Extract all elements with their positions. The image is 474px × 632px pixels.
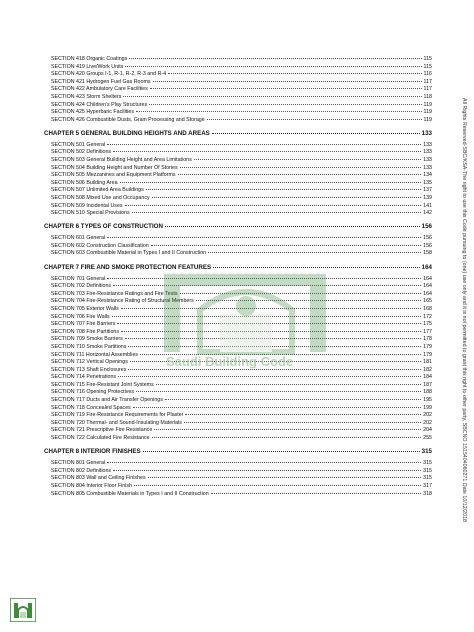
toc-section-row[interactable] <box>44 102 432 110</box>
toc-section-row[interactable] <box>44 195 432 203</box>
dot-leader <box>149 104 421 105</box>
section-title: SECTION 802 Definitions <box>51 467 112 474</box>
section-title: SECTION 422 Ambulatory Care Facilities <box>51 86 148 93</box>
toc-chapter-row[interactable] <box>44 130 432 138</box>
dot-leader <box>180 167 422 168</box>
toc-section-row[interactable] <box>44 64 432 72</box>
dot-leader <box>125 66 421 67</box>
dot-leader <box>213 267 420 268</box>
section-title: SECTION 702 Definitions <box>51 283 112 290</box>
page-number: 119 <box>423 109 432 116</box>
toc-section-row[interactable] <box>44 298 432 306</box>
toc-section-row[interactable] <box>44 460 432 468</box>
page-number: 255 <box>423 435 432 442</box>
dot-leader <box>178 174 422 175</box>
toc-chapter-row[interactable] <box>44 448 432 456</box>
section-title: SECTION 804 Interior Floor Finish <box>51 482 132 489</box>
dot-leader <box>151 245 421 246</box>
dot-leader <box>113 285 421 286</box>
dot-leader <box>148 477 422 478</box>
saudi-building-code-logo-icon <box>10 598 36 622</box>
toc-section-row[interactable] <box>44 397 432 405</box>
page-number: 137 <box>423 187 432 194</box>
page-number: 175 <box>423 321 432 328</box>
section-title: SECTION 801 General <box>51 460 106 467</box>
page-number: 119 <box>423 116 432 123</box>
section-title: SECTION 716 Opening Protectives <box>51 389 135 396</box>
dot-leader <box>146 189 421 190</box>
toc-chapter-row[interactable] <box>44 223 432 231</box>
section-title: SECTION 712 Vertical Openings <box>51 359 128 366</box>
toc-section-row[interactable] <box>44 405 432 413</box>
page-number: 133 <box>421 129 432 137</box>
page-number: 179 <box>423 351 432 358</box>
section-title: SECTION 720 Thermal- and Sound-Insulating Materials <box>51 419 182 426</box>
page-number: 158 <box>423 250 432 257</box>
toc-section-row[interactable] <box>44 306 432 314</box>
table-of-contents <box>44 56 432 498</box>
page-number: 165 <box>423 298 432 305</box>
toc-section-row[interactable] <box>44 180 432 188</box>
dot-leader <box>211 493 421 494</box>
section-title: SECTION 510 Special Provisions <box>51 210 130 217</box>
toc-section-row[interactable] <box>44 86 432 94</box>
dot-leader <box>154 429 421 430</box>
section-title: SECTION 705 Exterior Walls <box>51 305 119 312</box>
dot-leader <box>136 111 422 112</box>
toc-section-row[interactable] <box>44 149 432 157</box>
page-number: 141 <box>423 202 432 209</box>
section-title: SECTION 718 Concealed Spaces <box>51 404 131 411</box>
dot-leader <box>134 485 421 486</box>
dot-leader <box>165 399 421 400</box>
page-number: 202 <box>423 419 432 426</box>
chapter-title: CHAPTER 7 FIRE AND SMOKE PROTECTION FEATURES <box>44 263 212 271</box>
page-number: 164 <box>423 283 432 290</box>
page-number: 195 <box>423 397 432 404</box>
dot-leader <box>133 407 421 408</box>
section-title: SECTION 425 Hyperbaric Facilities <box>51 109 135 116</box>
section-title: SECTION 602 Construction Classification <box>51 242 149 249</box>
page-number: 178 <box>423 336 432 343</box>
page-number: 164 <box>423 290 432 297</box>
toc-section-row[interactable] <box>44 71 432 79</box>
dot-leader <box>185 414 421 415</box>
section-title: SECTION 419 Live/Work Units <box>51 63 124 70</box>
page-number: 168 <box>423 305 432 312</box>
dot-leader <box>165 226 420 227</box>
toc-section-row[interactable] <box>44 344 432 352</box>
section-title: SECTION 708 Fire Partitions <box>51 328 119 335</box>
chapter-title: CHAPTER 5 GENERAL BUILDING HEIGHTS AND AREAS <box>44 129 210 137</box>
section-title: SECTION 707 Fire Barriers <box>51 321 116 328</box>
section-title: SECTION 703 Fire-Resistance Ratings and Fire Tests <box>51 290 178 297</box>
toc-section-row[interactable] <box>44 491 432 499</box>
section-title: SECTION 502 Definitions <box>51 149 112 156</box>
dot-leader <box>180 293 422 294</box>
page-number: 182 <box>423 366 432 373</box>
toc-section-row[interactable] <box>44 203 432 211</box>
dot-leader <box>184 422 421 423</box>
toc-section-row[interactable] <box>44 435 432 443</box>
section-title: SECTION 506 Building Area <box>51 179 118 186</box>
dot-leader <box>152 437 422 438</box>
section-title: SECTION 503 General Building Height and Area Limitations <box>51 157 192 164</box>
toc-section-row[interactable] <box>44 243 432 251</box>
section-title: SECTION 713 Shaft Enclosures <box>51 366 127 373</box>
dot-leader <box>113 470 421 471</box>
dot-leader <box>123 96 421 97</box>
toc-section-row[interactable] <box>44 468 432 476</box>
toc-section-row[interactable] <box>44 276 432 284</box>
page-number: 315 <box>423 467 432 474</box>
toc-section-row[interactable] <box>44 142 432 150</box>
page-number: 184 <box>423 374 432 381</box>
dot-leader <box>153 81 422 82</box>
section-title: SECTION 507 Unlimited Area Buildings <box>51 187 144 194</box>
dot-leader <box>107 237 421 238</box>
section-title: SECTION 704 Fire-Resistance Rating of Structural Members <box>51 298 194 305</box>
page-number: 115 <box>423 63 432 70</box>
page-number: 315 <box>423 460 432 467</box>
section-title: SECTION 509 Incidental Uses <box>51 202 123 209</box>
toc-section-row[interactable] <box>44 117 432 125</box>
page-number: 187 <box>423 381 432 388</box>
toc-section-row[interactable] <box>44 314 432 322</box>
dot-leader <box>118 376 421 377</box>
toc-section-row[interactable] <box>44 382 432 390</box>
toc-section-row[interactable] <box>44 329 432 337</box>
section-title: SECTION 717 Ducts and Air Transfer Openings <box>51 397 163 404</box>
dot-leader <box>112 316 421 317</box>
toc-section-row[interactable] <box>44 475 432 483</box>
page-number: 156 <box>421 223 432 231</box>
toc-section-row[interactable] <box>44 210 432 218</box>
page-number: 179 <box>423 343 432 350</box>
page-number: 188 <box>423 389 432 396</box>
dot-leader <box>125 205 422 206</box>
section-title: SECTION 711 Horizontal Assemblies <box>51 351 139 358</box>
page-number: 118 <box>423 93 432 100</box>
page-number: 315 <box>421 448 432 456</box>
dot-leader <box>143 451 420 452</box>
section-title: SECTION 721 Prescriptive Fire Resistance <box>51 427 153 434</box>
page-number: 115 <box>423 56 432 62</box>
section-title: SECTION 424 Children's Play Structures <box>51 101 148 108</box>
page-number: 156 <box>423 242 432 249</box>
page-number: 164 <box>421 263 432 271</box>
watermark-text: Saudi Building Code <box>166 354 294 369</box>
section-title: SECTION 601 General <box>51 235 106 242</box>
dot-leader <box>113 151 421 152</box>
page-number: 315 <box>423 475 432 482</box>
toc-section-row[interactable] <box>44 94 432 102</box>
page-number: 318 <box>423 490 432 497</box>
toc-section-row[interactable] <box>44 157 432 165</box>
section-title: SECTION 418 Organic Coatings <box>51 56 128 62</box>
page-number: 204 <box>423 427 432 434</box>
dot-leader <box>207 119 422 120</box>
toc-section-row[interactable] <box>44 389 432 397</box>
toc-section-row[interactable] <box>44 187 432 195</box>
page-number: 177 <box>423 328 432 335</box>
toc-section-row[interactable] <box>44 420 432 428</box>
toc-section-row[interactable] <box>44 412 432 420</box>
toc-section-row[interactable] <box>44 483 432 491</box>
toc-section-row[interactable] <box>44 109 432 117</box>
page-number: 117 <box>423 86 432 93</box>
section-title: SECTION 505 Mezzanines and Equipment Platforms <box>51 172 176 179</box>
toc-section-row[interactable] <box>44 283 432 291</box>
section-title: SECTION 504 Building Height and Number Of Stories <box>51 164 178 171</box>
toc-section-row[interactable] <box>44 172 432 180</box>
dot-leader <box>121 308 421 309</box>
dot-leader <box>107 278 421 279</box>
dot-leader <box>107 462 421 463</box>
page-number: 164 <box>423 275 432 282</box>
dot-leader <box>125 338 421 339</box>
page-number: 199 <box>423 404 432 411</box>
page-number: 181 <box>423 359 432 366</box>
dot-leader <box>156 384 421 385</box>
section-title: SECTION 722 Calculated Fire Resistance <box>51 435 150 442</box>
dot-leader <box>196 300 421 301</box>
section-title: SECTION 803 Wall and Ceiling Finishes <box>51 475 146 482</box>
dot-leader <box>117 323 421 324</box>
page-number: 134 <box>423 172 432 179</box>
page-number: 117 <box>423 78 432 85</box>
toc-section-row[interactable] <box>44 79 432 87</box>
toc-section-row[interactable] <box>44 336 432 344</box>
chapter-title: CHAPTER 8 INTERIOR FINISHES <box>44 448 141 456</box>
toc-section-row[interactable] <box>44 291 432 299</box>
dot-leader <box>107 144 421 145</box>
section-title: SECTION 709 Smoke Barriers <box>51 336 123 343</box>
section-title: SECTION 501 General <box>51 141 106 148</box>
section-title: SECTION 710 Smoke Partitions <box>51 343 127 350</box>
toc-section-row[interactable] <box>44 250 432 258</box>
dot-leader <box>212 133 420 134</box>
section-title: SECTION 426 Combustible Dusts, Grain Processing and Storage <box>51 116 205 123</box>
dot-leader <box>168 73 421 74</box>
page-number: 172 <box>423 313 432 320</box>
chapter-title: CHAPTER 6 TYPES OF CONSTRUCTION <box>44 223 163 231</box>
dot-leader <box>128 346 421 347</box>
section-title: SECTION 603 Combustible Material in Types I and II Construction <box>51 250 207 257</box>
page-number: 202 <box>423 412 432 419</box>
dot-leader <box>150 88 422 89</box>
page-number: 156 <box>423 235 432 242</box>
dot-leader <box>152 197 422 198</box>
page-number: 116 <box>423 71 432 78</box>
section-title: SECTION 508 Mixed Use and Occupancy <box>51 195 150 201</box>
page-number: 119 <box>423 101 432 108</box>
section-title: SECTION 719 Fire-Resistance Requirements for Plaster <box>51 412 184 419</box>
page-number: 139 <box>423 195 432 201</box>
section-title: SECTION 714 Penetrations <box>51 374 117 381</box>
section-title: SECTION 805 Combustible Materials in Types I and II Construction <box>51 490 209 497</box>
dot-leader <box>136 391 421 392</box>
dot-leader <box>120 182 422 183</box>
page-number: 133 <box>423 157 432 164</box>
toc-section-row[interactable] <box>44 235 432 243</box>
dot-leader <box>129 58 421 59</box>
section-title: SECTION 701 General <box>51 275 106 282</box>
page-number: 133 <box>423 149 432 156</box>
toc-chapter-row[interactable] <box>44 264 432 272</box>
side-copyright-notice: All Rights Reserved-SBC/KSA-The right to use this Code pursuing to (one) use only and it is not permitted to grant this right to other party, SBCNO 1515404060271 Date 10/12/2018 <box>461 98 467 522</box>
toc-section-row[interactable] <box>44 427 432 435</box>
section-title: SECTION 715 Fire-Resistant Joint Systems <box>51 381 154 388</box>
page-number: 142 <box>423 210 432 217</box>
page-number: 317 <box>423 482 432 489</box>
dot-leader <box>132 212 422 213</box>
toc-section-row[interactable] <box>44 165 432 173</box>
section-title: SECTION 423 Storm Shelters <box>51 93 122 100</box>
toc-section-row[interactable] <box>44 56 432 64</box>
section-title: SECTION 706 Fire Walls <box>51 313 110 320</box>
page-number: 133 <box>423 141 432 148</box>
toc-section-row[interactable] <box>44 321 432 329</box>
dot-leader <box>208 252 421 253</box>
page-number: 133 <box>423 164 432 171</box>
dot-leader <box>121 331 421 332</box>
section-title: SECTION 420 Groups I-1, R-1, R-2, R-3 and R-4 <box>51 71 167 78</box>
toc-section-row[interactable] <box>44 374 432 382</box>
dot-leader <box>194 159 421 160</box>
page-number: 135 <box>423 179 432 186</box>
section-title: SECTION 421 Hydrogen Fuel Gas Rooms <box>51 78 151 85</box>
